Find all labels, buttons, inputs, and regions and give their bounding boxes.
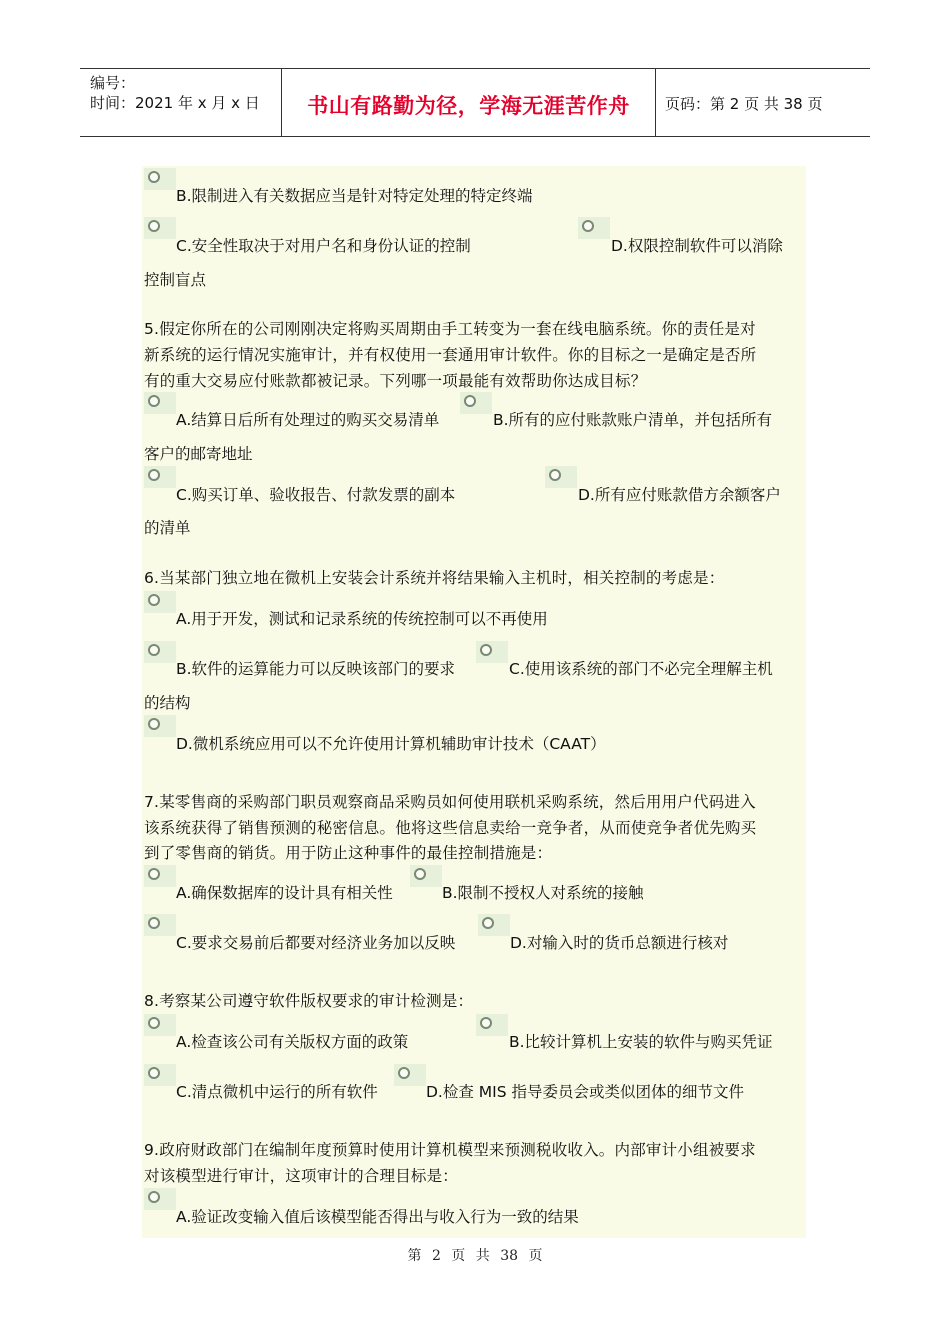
radio-q4-b[interactable]	[144, 168, 176, 190]
q5-stem-line3: 有的重大交易应付账款都被记录。下列哪一项最能有效帮助你达成目标？	[144, 372, 647, 390]
radio-q7-d[interactable]	[478, 914, 510, 936]
radio-q4-c[interactable]	[144, 217, 176, 239]
radio-q6-d[interactable]	[144, 715, 176, 737]
q6-option-b: B.软件的运算能力可以反映该部门的要求	[176, 660, 456, 678]
radio-q8-c[interactable]	[144, 1064, 176, 1086]
q7-stem-line3: 到了零售商的销货。用于防止这种事件的最佳控制措施是：	[144, 844, 553, 862]
page-footer: 第 2 页 共 38 页	[407, 1248, 543, 1264]
q4-option-c: C.安全性取决于对用户名和身份认证的控制	[176, 237, 471, 255]
header-page-info: 页码：第 2 页 共 38 页	[665, 95, 823, 113]
radio-q7-a[interactable]	[144, 865, 176, 887]
q7-option-b: B.限制不授权人对系统的接触	[442, 884, 644, 902]
q7-stem-line2: 该系统获得了销售预测的秘密信息。他将这些信息卖给一竞争者，从而使竞争者优先购买	[144, 819, 757, 837]
header-divider-2	[655, 68, 656, 136]
q8-stem-line1: 8.考察某公司遵守软件版权要求的审计检测是：	[144, 992, 474, 1010]
header-time-label: 时间：2021 年 x 月 x 日	[90, 94, 260, 112]
radio-q7-b[interactable]	[410, 865, 442, 887]
q5-stem-line1: 5.假定你所在的公司刚刚决定将购买周期由手工转变为一套在线电脑系统。你的责任是对	[144, 320, 756, 338]
q6-option-c: C.使用该系统的部门不必完全理解主机	[509, 660, 773, 678]
radio-q8-d[interactable]	[394, 1064, 426, 1086]
radio-q5-a[interactable]	[144, 392, 176, 414]
q9-option-a: A.验证改变输入值后该模型能否得出与收入行为一致的结果	[176, 1208, 579, 1226]
q7-option-a: A.确保数据库的设计具有相关性	[176, 884, 393, 902]
q4-option-d: D.权限控制软件可以消除	[611, 237, 783, 255]
q8-option-b: B.比较计算机上安装的软件与购买凭证	[509, 1033, 773, 1051]
radio-q5-b[interactable]	[460, 392, 492, 414]
radio-q8-a[interactable]	[144, 1014, 176, 1036]
radio-q6-a[interactable]	[144, 591, 176, 613]
header-bottom-border	[80, 136, 870, 137]
radio-q8-b[interactable]	[476, 1014, 508, 1036]
q5-option-b-cont: 客户的邮寄地址	[144, 445, 253, 463]
q5-option-b: B.所有的应付账款账户清单，并包括所有	[493, 411, 773, 429]
header-motto: 书山有路勤为径，学海无涯苦作舟	[307, 94, 630, 118]
radio-q4-d[interactable]	[578, 217, 610, 239]
q5-option-d: D.所有应付账款借方余额客户	[578, 486, 781, 504]
q5-option-d-cont: 的清单	[144, 519, 191, 537]
q4-option-d-cont: 控制盲点	[144, 271, 207, 289]
q6-option-c-cont: 的结构	[144, 694, 191, 712]
q5-option-c: C.购买订单、验收报告、付款发票的副本	[176, 486, 456, 504]
q9-stem-line1: 9.政府财政部门在编制年度预算时使用计算机模型来预测税收收入。内部审计小组被要求	[144, 1141, 756, 1159]
radio-q5-d[interactable]	[545, 466, 577, 488]
q7-option-c: C.要求交易前后都要对经济业务加以反映	[176, 934, 456, 952]
radio-q5-c[interactable]	[144, 466, 176, 488]
q7-stem-line1: 7.某零售商的采购部门职员观察商品采购员如何使用联机采购系统，然后用用户代码进入	[144, 793, 756, 811]
radio-q9-a[interactable]	[144, 1188, 176, 1210]
q5-stem-line2: 新系统的运行情况实施审计，并有权使用一套通用审计软件。你的目标之一是确定是否所	[144, 346, 757, 364]
header-top-border	[80, 68, 870, 69]
q9-stem-line2: 对该模型进行审计，这项审计的合理目标是：	[144, 1167, 459, 1185]
q7-option-d: D.对输入时的货币总额进行核对	[510, 934, 729, 952]
q4-option-b: B.限制进入有关数据应当是针对特定处理的特定终端	[176, 187, 533, 205]
radio-q6-b[interactable]	[144, 641, 176, 663]
header-number-label: 编号：	[90, 74, 136, 92]
radio-q7-c[interactable]	[144, 914, 176, 936]
q6-option-a: A.用于开发，测试和记录系统的传统控制可以不再使用	[176, 610, 548, 628]
radio-q6-c[interactable]	[476, 641, 508, 663]
q6-stem-line1: 6.当某部门独立地在微机上安装会计系统并将结果输入主机时，相关控制的考虑是：	[144, 569, 725, 587]
q5-option-a: A.结算日后所有处理过的购买交易清单	[176, 411, 440, 429]
q8-option-a: A.检查该公司有关版权方面的政策	[176, 1033, 409, 1051]
q8-option-d: D.检查 MIS 指导委员会或类似团体的细节文件	[426, 1083, 745, 1101]
q8-option-c: C.清点微机中运行的所有软件	[176, 1083, 378, 1101]
q6-option-d: D.微机系统应用可以不允许使用计算机辅助审计技术（CAAT）	[176, 735, 606, 753]
